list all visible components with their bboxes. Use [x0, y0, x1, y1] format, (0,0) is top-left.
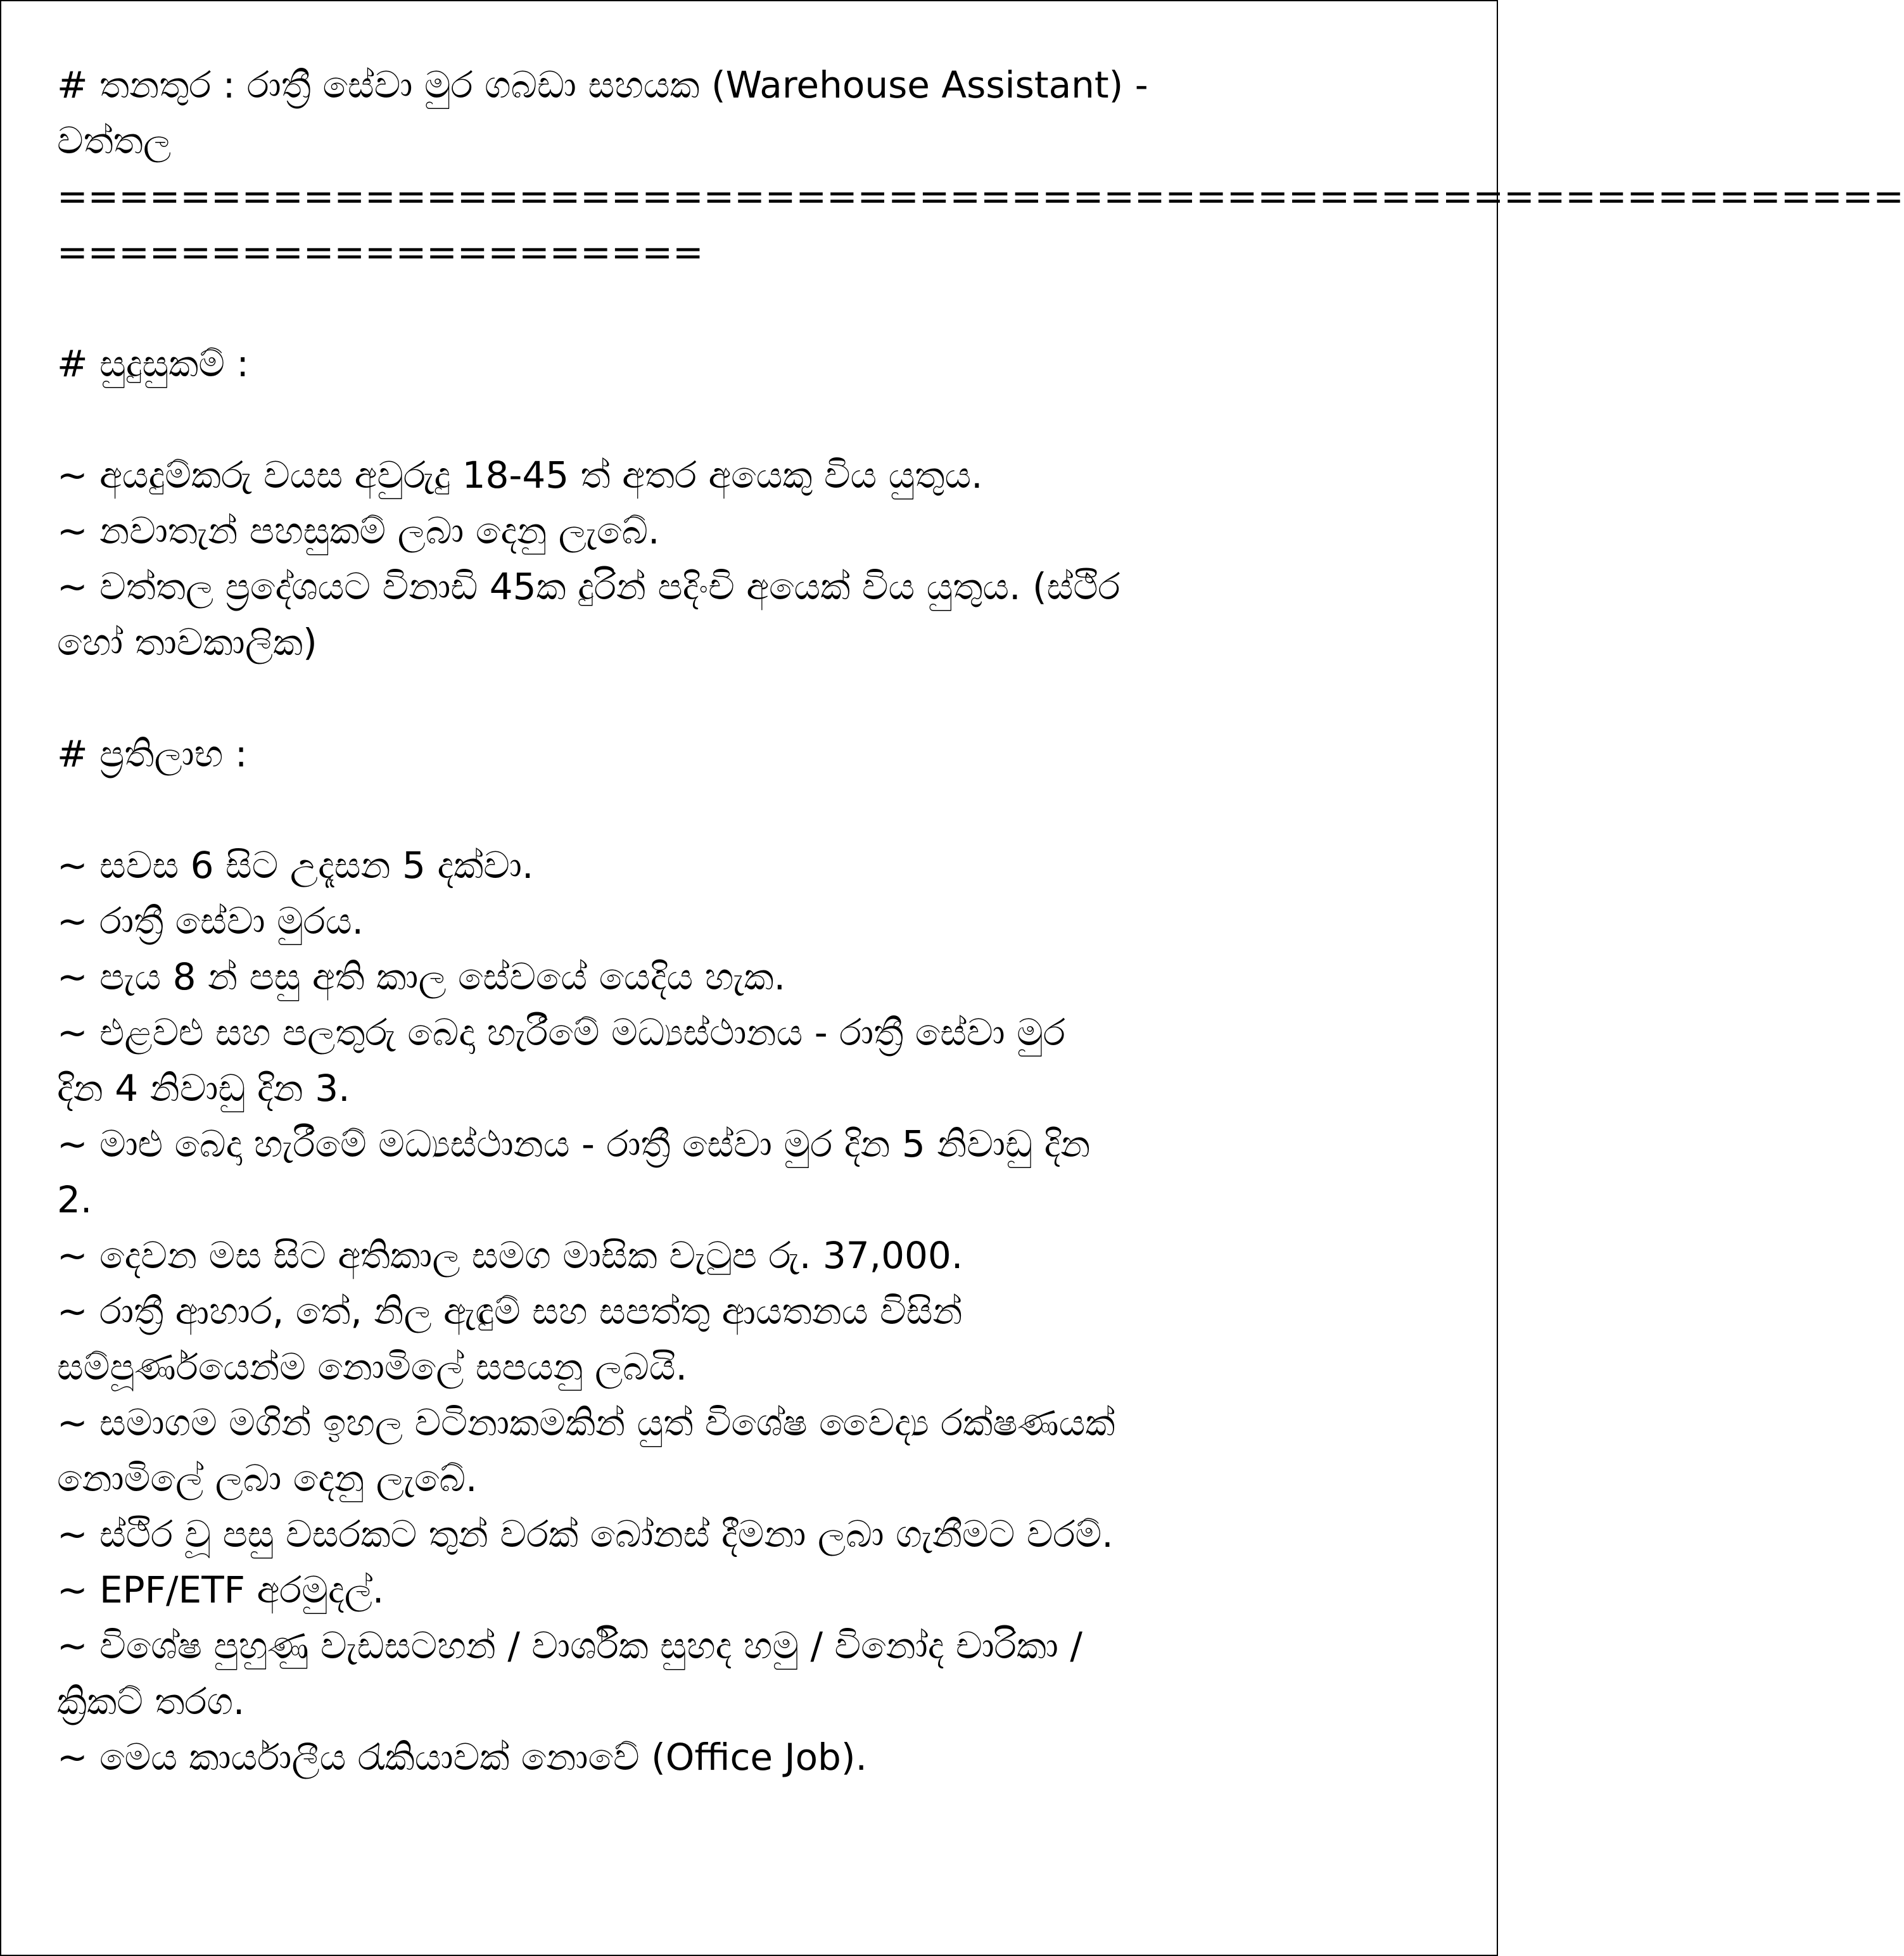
qualification-item: ~ අයදුම්කරු වයස අවුරුදු 18-45 ත් අතර අයෙකු විය යුතුය.	[57, 454, 983, 497]
benefit-item: ~ සමාගම මගින් ඉහල වටිනාකමකින් යුත් විශේෂ වෛද්‍ය රක්ෂණයක්	[57, 1401, 1115, 1444]
benefit-item: ~ පැය 8 න් පසු අති කාල සේවයේ යෙදිය හැක.	[57, 955, 786, 998]
benefit-item: ~ රාත්‍රී සේවා මුරය.	[57, 899, 364, 943]
benefits-heading: # ප්‍රතිලාභ :	[57, 732, 248, 775]
benefit-item: ~ දෙවන මස සිට අතිකාල සමග මාසික වැටුප රු. 37,000.	[57, 1234, 963, 1277]
benefit-item: ~ EPF/ETF අරමුදල්.	[57, 1568, 384, 1611]
spacer	[57, 391, 1450, 447]
qualification-item-continued: හෝ තාවකාලික)	[57, 621, 317, 664]
spacer	[57, 670, 1450, 726]
benefit-item: ~ මෙය කාර්යාලීය රැකියාවක් නොවේ (Office Job).	[57, 1736, 867, 1779]
job-posting-text	[57, 57, 1904, 1785]
qualifications-heading: # සුදුසුකම් :	[57, 342, 249, 385]
benefit-item-continued: නොමිලේ ලබා දෙනු ලැබේ.	[57, 1457, 478, 1500]
benefit-item-continued: ක්‍රිකට් තරග.	[57, 1680, 245, 1723]
benefit-item-continued: දින 4 නිවාඩු දින 3.	[57, 1067, 350, 1110]
benefit-item: ~ මාළු බෙදා හැරීමේ මධ්‍යස්ථානය - රාත්‍රී සේවා මුර දින 5 නිවාඩු දින	[57, 1122, 1091, 1165]
benefit-item-continued: 2.	[57, 1178, 92, 1221]
benefit-item-continued: සම්පූර්ණයෙන්ම නොමිලේ සපයනු ලබයි.	[57, 1345, 687, 1388]
job-title-line-1: # තනතුර : රාත්‍රී සේවා මුර ගබඩා සහයක (Warehouse Assistant) -	[57, 63, 1148, 106]
qualification-item: ~ නවාතැන් පහසුකම් ලබා දෙනු ලැබේ.	[57, 509, 660, 552]
benefit-item: ~ විශේෂ පුහුණු වැඩසටහන් / වාර්ශික සුහද හමු / විනෝද චාරිකා /	[57, 1624, 1082, 1667]
separator-line-1: ============================================================	[57, 175, 1904, 218]
separator-line-2: =====================	[57, 231, 704, 274]
qualification-item: ~ වත්තල ප්‍රදේශයට විනාඩි 45ක දුරින් පදිංචි අයෙක් විය යුතුය. (ස්ථිර	[57, 565, 1120, 608]
job-title-line-2: වත්තල	[57, 119, 172, 162]
benefit-item: ~ එළවළු සහ පලතුරු බෙදා හැරීමේ මධ්‍යස්ථානය - රාත්‍රී සේවා මුර	[57, 1011, 1065, 1054]
spacer	[57, 280, 1450, 336]
spacer	[57, 782, 1450, 837]
benefit-item: ~ ස්ථිර වූ පසු වසරකට තුන් වරක් බෝනස් දීමනා ලබා ගැනීමට වරම්.	[57, 1513, 1114, 1556]
benefit-item: ~ සවස 6 සිට උදෑසන 5 දක්වා.	[57, 844, 534, 887]
benefit-item: ~ රාත්‍රී ආහාර, තේ, නිල ඇඳුම් සහ සපත්තු ආයතනය විසින්	[57, 1290, 963, 1333]
